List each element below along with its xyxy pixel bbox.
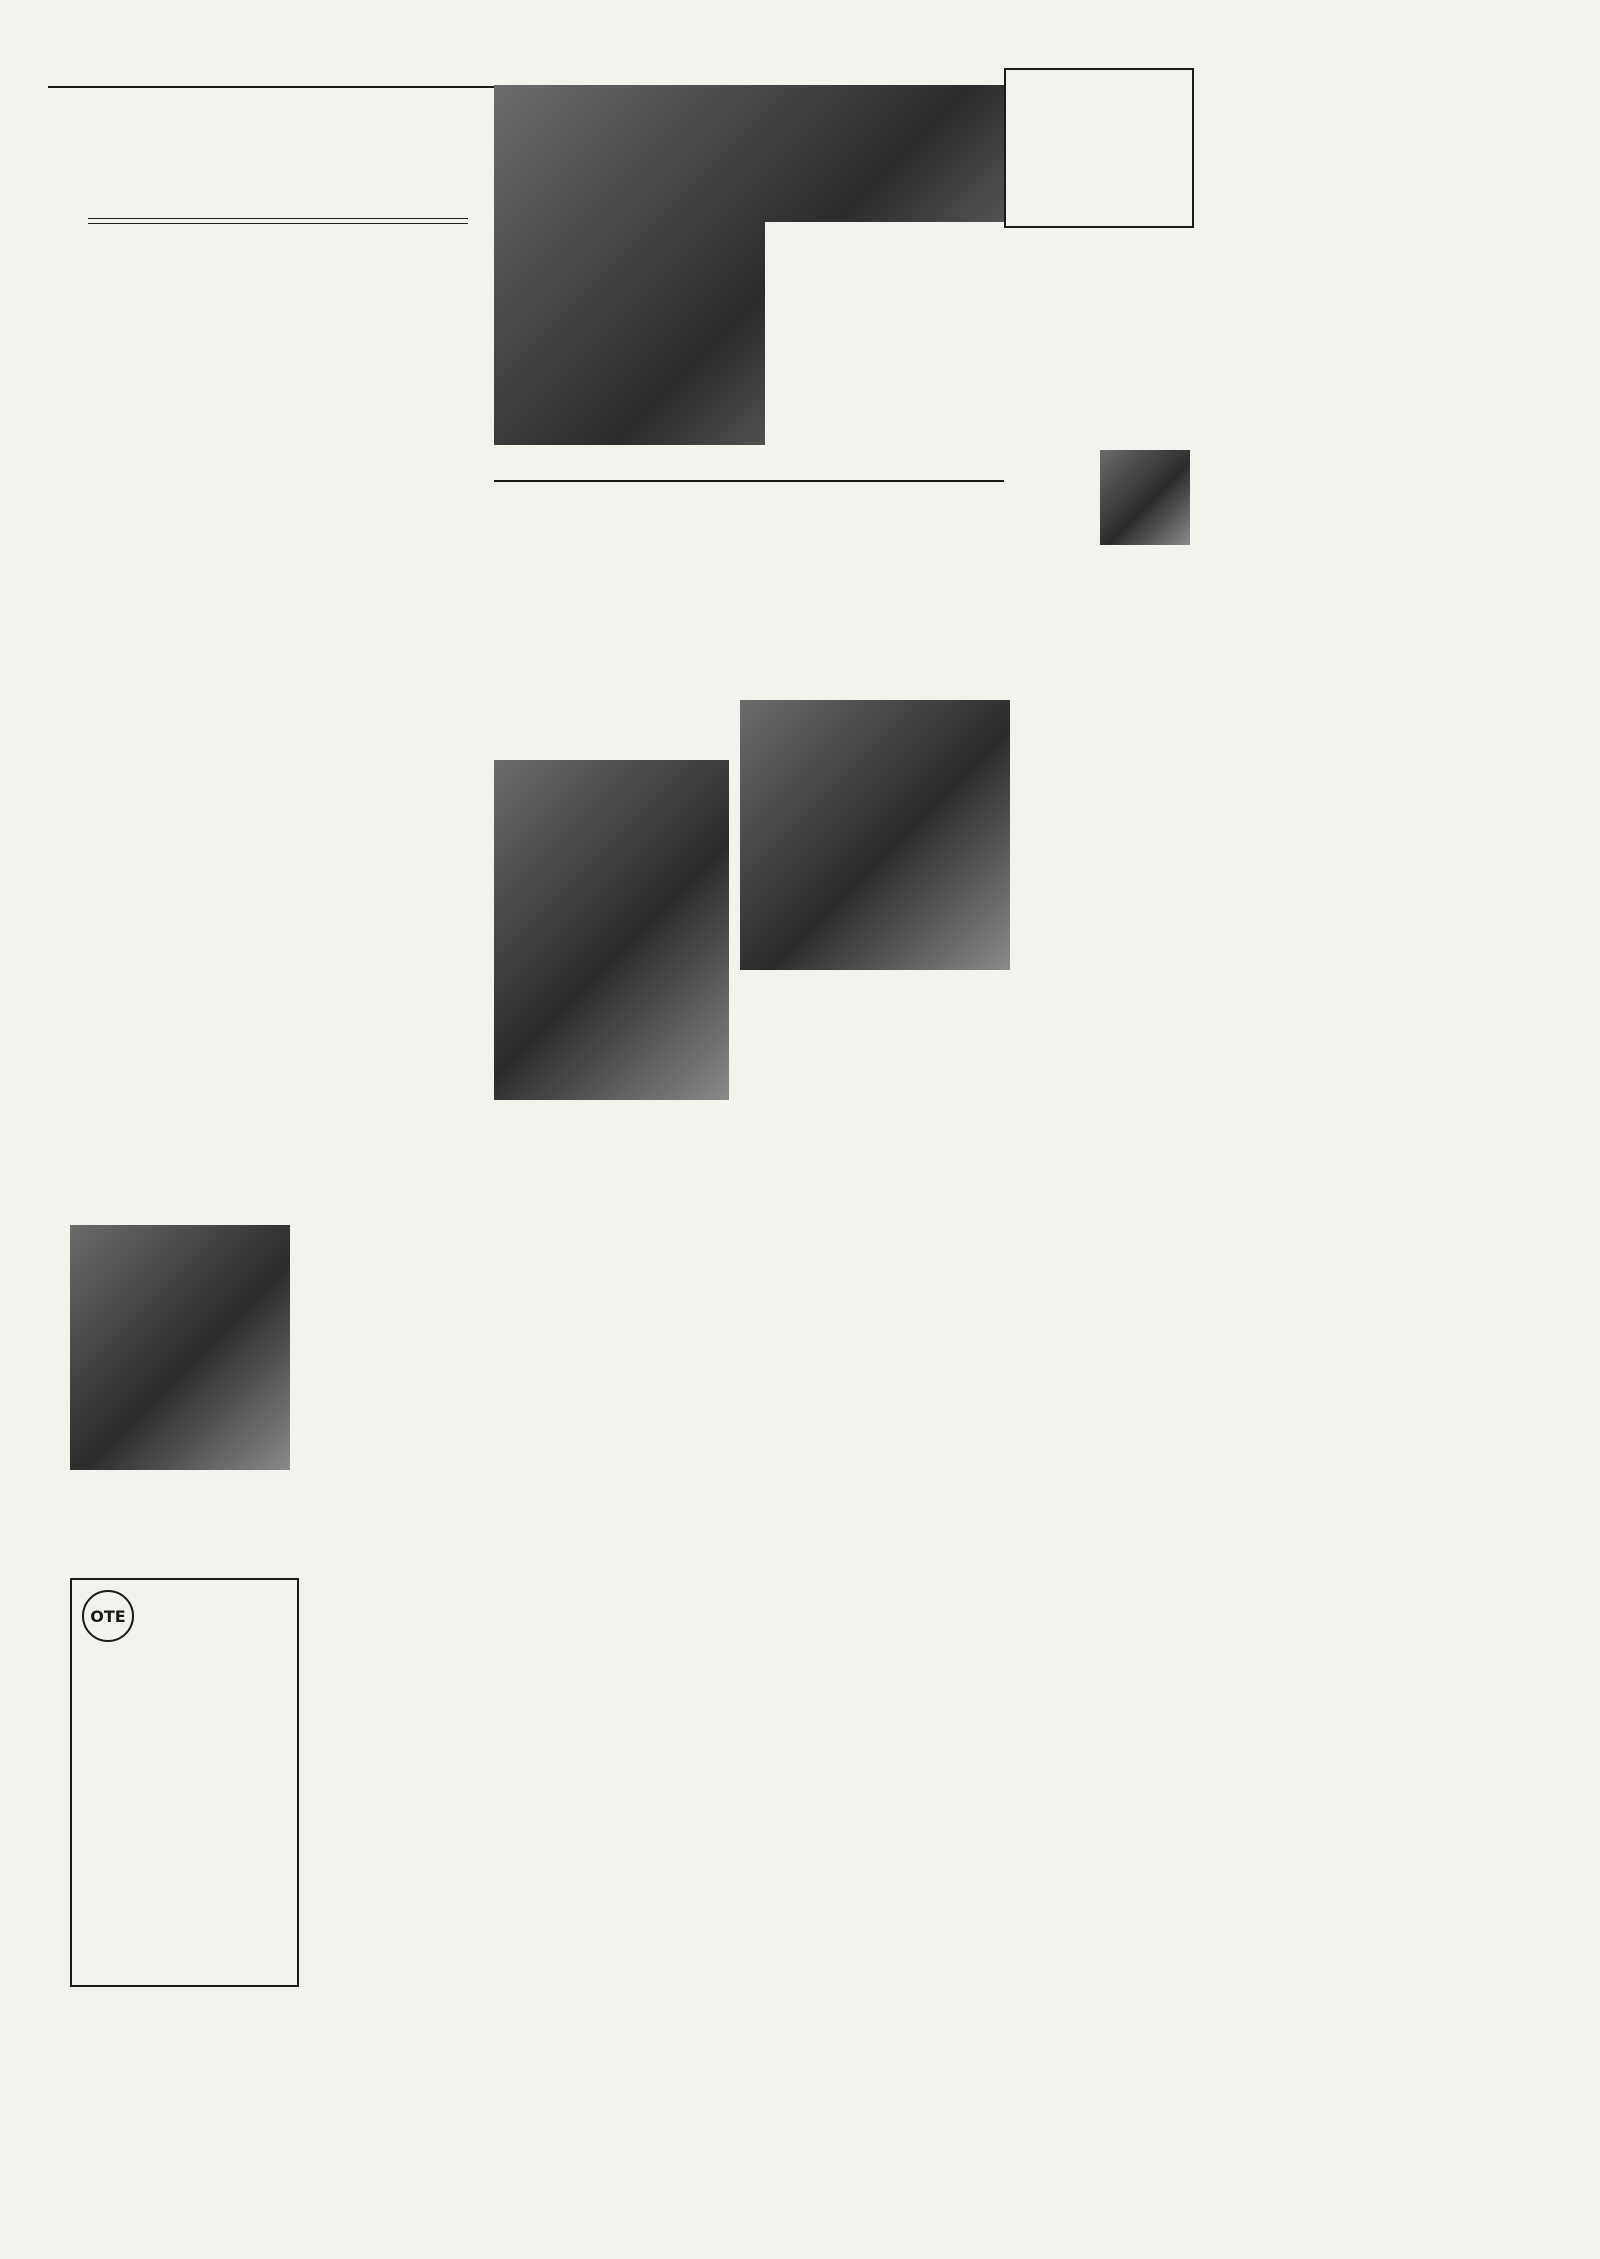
two-shows-body xyxy=(765,1656,1010,1686)
scene-text xyxy=(765,222,1009,456)
chorus-body xyxy=(494,1612,744,1792)
review-body-1b xyxy=(298,244,480,606)
lamperti-box xyxy=(1004,68,1194,228)
review-body-2 xyxy=(70,614,290,724)
two-men-caption xyxy=(494,1105,729,1215)
lamperti-body xyxy=(1010,232,1190,442)
feature-subhead xyxy=(494,632,764,747)
masthead xyxy=(22,62,1582,84)
aleks-body xyxy=(494,1880,744,1960)
lamperti-photo xyxy=(1100,450,1190,545)
died-body xyxy=(494,1296,744,1536)
play-venue xyxy=(88,218,468,224)
review-body-3 xyxy=(70,725,290,1095)
koutsias-body xyxy=(870,452,1090,694)
two-men-photo xyxy=(494,760,729,1100)
ote-logo-icon: ΟΤΕ xyxy=(82,1590,134,1642)
ote-notice xyxy=(70,1578,299,1987)
couple-photo xyxy=(70,1225,290,1470)
categories-body xyxy=(765,1195,1010,1615)
congress-title-text xyxy=(1022,704,1202,822)
review-body-1 xyxy=(70,244,290,606)
moridis-caption xyxy=(740,975,1010,1009)
moridis-photo xyxy=(740,700,1010,970)
koino-body xyxy=(760,1040,1010,1150)
ote-body xyxy=(82,1688,287,1973)
review-body-4 xyxy=(70,1100,290,1220)
nikolaidis-text xyxy=(70,1478,290,1573)
